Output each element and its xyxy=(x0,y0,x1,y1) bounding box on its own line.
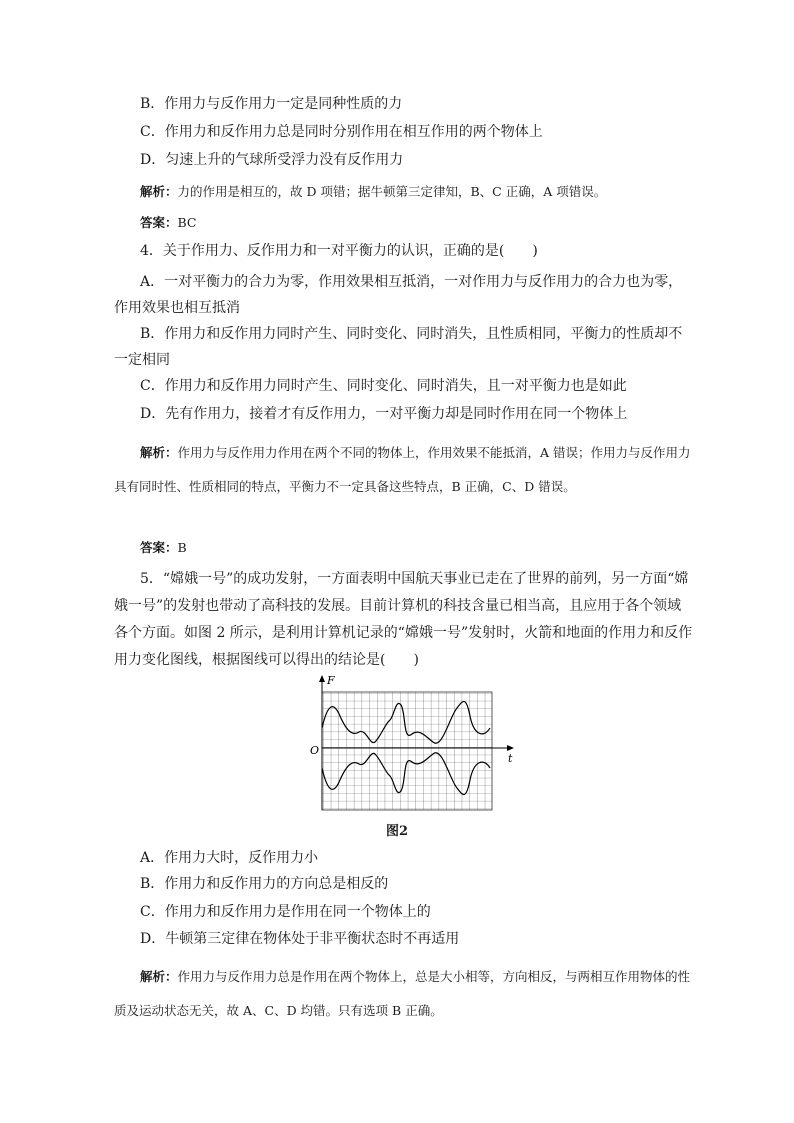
q4-analysis-text: 作用力与反作用力作用在两个不同的物体上，作用效果不能抵消，A 错误；作用力与反作用力具有同时性、性质相同的特点，平衡力不一定具备这些特点，B 正确，C、D 错误。 xyxy=(114,445,691,494)
q3-answer-label: 答案： xyxy=(140,215,178,230)
q5-analysis-text: 作用力与反作用力总是作用在两个物体上，总是大小相等，方向相反，与两相互作用物体的性质及运动状态无关，故 A、C、D 均错。只有选项 B 正确。 xyxy=(114,969,691,1018)
force-time-figure xyxy=(300,670,530,820)
q3-option-d: D．匀速上升的气球所受浮力没有反作用力 xyxy=(140,152,404,168)
q4-stem: 4．关于作用力、反作用力和一对平衡力的认识，正确的是( ) xyxy=(140,243,538,259)
q3-analysis-text: 力的作用是相互的，故 D 项错；据牛顿第三定律知，B、C 正确，A 项错误。 xyxy=(177,184,607,199)
q5-analysis xyxy=(114,960,694,1028)
q4-option-b: B．作用力和反作用力同时产生、同时变化、同时消失，且性质相同，平衡力的性质却不一定相同 xyxy=(114,326,683,368)
q5-option-b: B．作用力和反作用力的方向总是相反的 xyxy=(140,876,389,892)
f-axis-arrow xyxy=(319,675,325,682)
q4-answer-value: B xyxy=(177,540,187,555)
q4-analysis-label: 解析： xyxy=(140,445,178,460)
figure-caption: 图2 xyxy=(385,824,409,839)
q3-option-b: B．作用力与反作用力一定是同种性质的力 xyxy=(140,96,403,112)
t-axis-label: t xyxy=(508,752,513,765)
q3-answer-value: BC xyxy=(177,215,197,230)
q4-option-d: D．先有作用力，接着才有反作用力，一对平衡力却是同时作用在同一个物体上 xyxy=(140,406,628,422)
q4-answer-label: 答案： xyxy=(140,540,178,555)
q5-analysis-label: 解析： xyxy=(140,969,178,984)
q4-analysis xyxy=(114,436,694,504)
q3-analysis xyxy=(114,182,694,202)
origin-label: O xyxy=(310,744,320,757)
q5-option-c: C．作用力和反作用力是作用在同一个物体上的 xyxy=(140,904,431,920)
q4-option-a: A．一对平衡力的合力为零，作用效果相互抵消，一对作用力与反作用力的合力也为零，作用效果也相互抵消 xyxy=(114,274,683,316)
t-axis-arrow xyxy=(507,745,514,751)
f-axis-label: F xyxy=(327,674,335,687)
q5-stem: 5．“嫦娥一号”的成功发射，一方面表明中国航天事业已走在了世界的前列，另一方面“嫦娥一号”的发射也带动了高科技的发展。目前计算机的科技含量已相当高，且应用于各个领域各个方面。如图 2 所示，是利用计算机记录的“嫦娥一号”发射时，火箭和地面的作用力和反作用力变化图线，根据图线可以得出的结论是( ) xyxy=(114,571,693,668)
force-time-graph xyxy=(300,670,530,820)
q4-answer xyxy=(114,538,694,558)
q5-option-a: A．作用力大时，反作用力小 xyxy=(140,850,319,866)
q4-option-c: C．作用力和反作用力同时产生、同时变化、同时消失，且一对平衡力也是如此 xyxy=(140,378,627,394)
q3-analysis-label: 解析： xyxy=(140,184,178,199)
q5-option-d: D．牛顿第三定律在物体处于非平衡状态时不再适用 xyxy=(140,931,460,947)
q3-answer xyxy=(114,213,694,233)
q3-option-c: C．作用力和反作用力总是同时分别作用在相互作用的两个物体上 xyxy=(140,124,543,140)
